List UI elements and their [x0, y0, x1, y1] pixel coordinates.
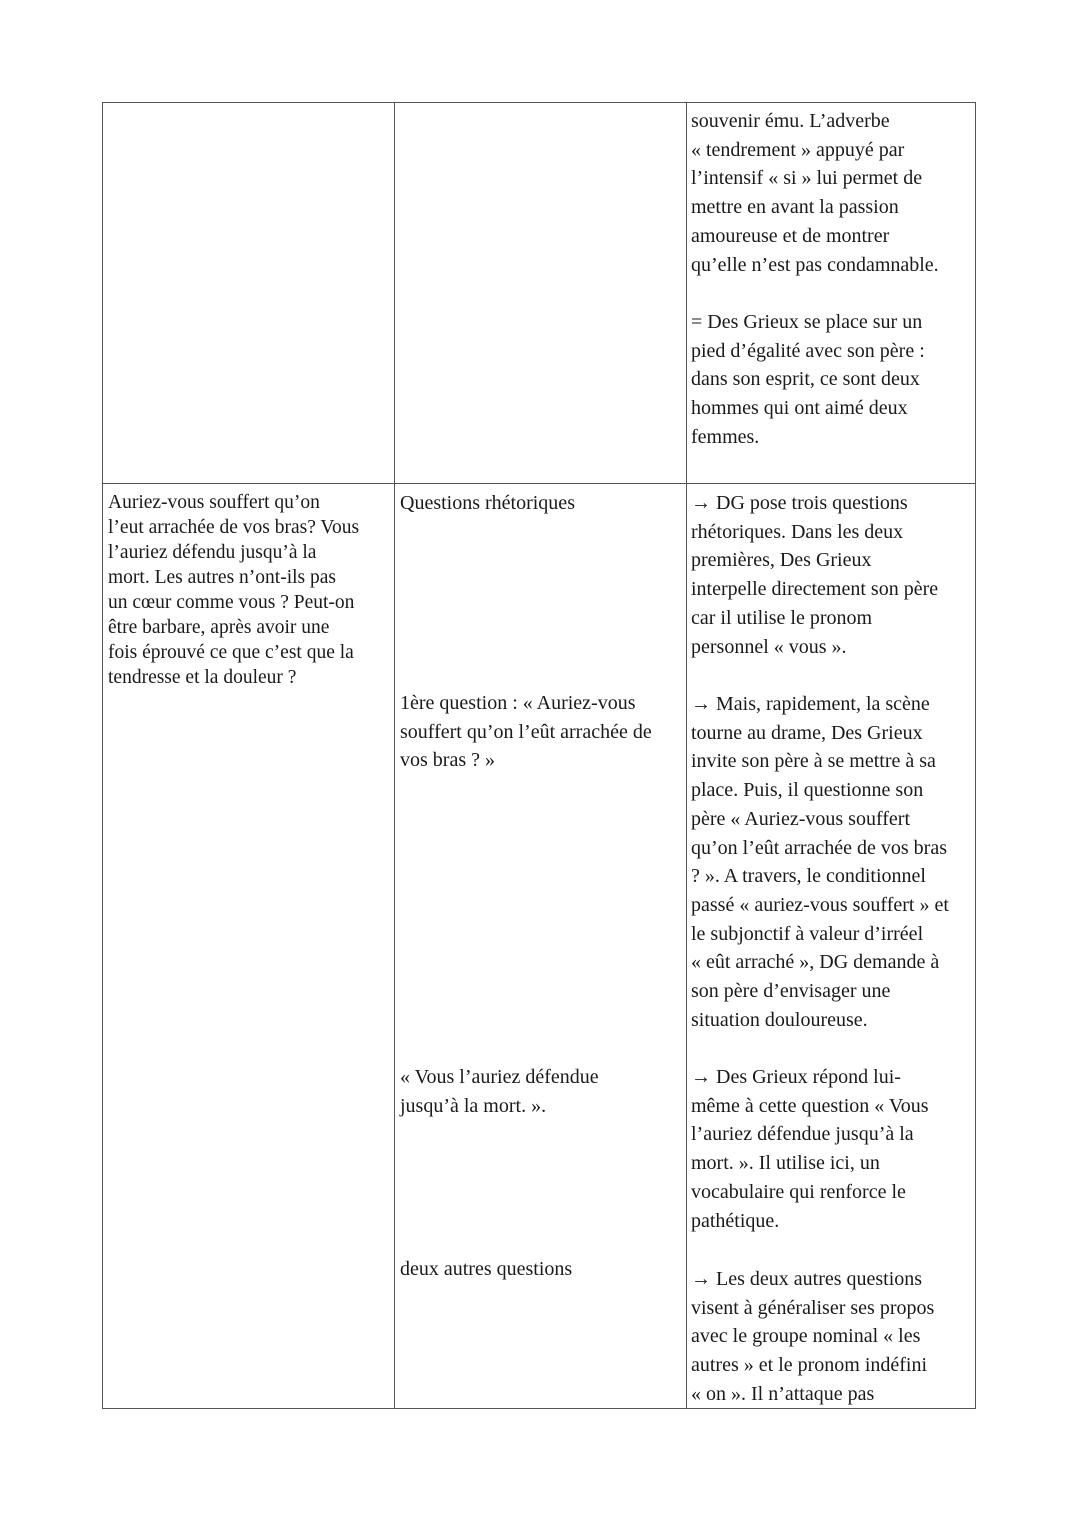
procede-label: 1ère question : « Auriez-vous souffert qu’on l’eût arrachée de vos bras ? »: [400, 692, 652, 772]
analysis-paragraph: → Mais, rapidement, la scène tourne au drame, Des Grieux invite son père à se mettre à sa place. Puis, il questionne son père « Auriez-vous souffert qu’on l’eût arrachée de vos bras ? ». A travers, le conditionnel passé « auriez-vous souffert » et le subjonctif à valeur d’irréel « eût arraché », DG demande à son père d’envisager une situation douloureuse.: [691, 693, 949, 1031]
analysis-cell: [687, 103, 975, 483]
analysis-paragraph: souvenir ému. L’adverbe « tendrement » appuyé par l’intensif « si » lui permet de mettre en avant la passion amoureuse et de montrer qu’elle n’est pas condamnable.: [691, 110, 939, 276]
table-row: [103, 103, 975, 484]
analysis-conclusion: = Des Grieux se place sur un pied d’égalité avec son père : dans son esprit, ce sont deux hommes qui ont aimé deux femmes.: [691, 311, 925, 448]
analysis-paragraph: → DG pose trois questions rhétoriques. Dans les deux premières, Des Grieux interpelle directement son père car il utilise le pronom personnel « vous ».: [691, 492, 939, 658]
procede-label: deux autres questions: [400, 1258, 573, 1280]
analysis-cell: [687, 484, 975, 1408]
procede-label: Questions rhétoriques: [400, 492, 575, 514]
table-row: [103, 484, 975, 1408]
analysis-paragraph: → Les deux autres questions visent à généraliser ses propos avec le groupe nominal « les autres » et le pronom indéfini « on ». Il n’attaque pas: [691, 1268, 935, 1405]
procede-cell: [395, 484, 687, 1408]
procede-label: « Vous l’auriez défendue jusqu’à la mort. ».: [400, 1066, 599, 1117]
procede-cell: [395, 103, 687, 483]
quote-cell: [103, 103, 395, 483]
text-quote: Auriez-vous souffert qu’on l’eut arrachée de vos bras? Vous l’auriez défendu jusqu’à la mort. Les autres n’ont-ils pas un cœur comme vous ? Peut-on être barbare, après avoir une fois éprouvé ce que c’est que la tendresse et la douleur ?: [108, 492, 360, 688]
analysis-paragraph: → Des Grieux répond lui- même à cette question « Vous l’auriez défendue jusqu’à la mort. ». Il utilise ici, un vocabulaire qui renforce le pathétique.: [691, 1066, 929, 1232]
quote-cell: [103, 484, 395, 1408]
analysis-table: [102, 102, 976, 1409]
